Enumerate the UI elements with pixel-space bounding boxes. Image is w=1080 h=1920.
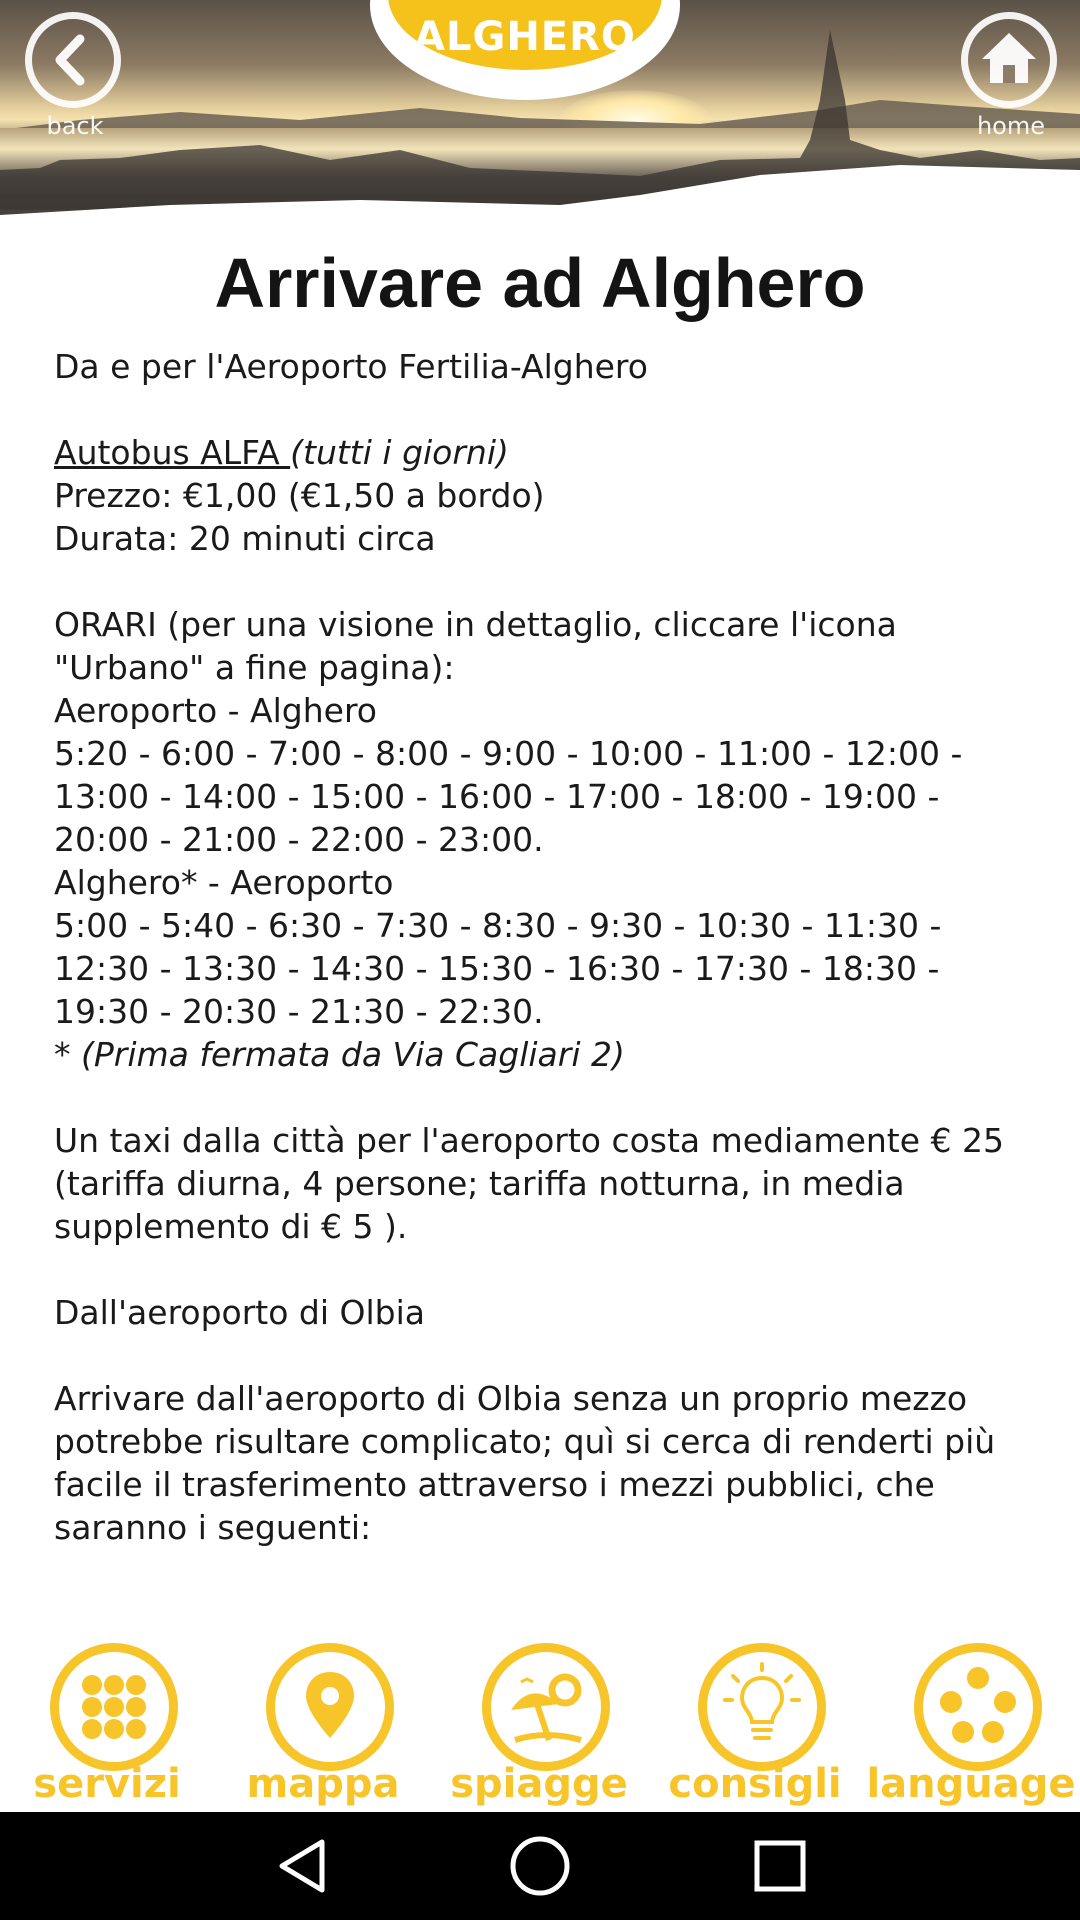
map-pin-icon (275, 1652, 385, 1762)
logo-text: ALGHERO (414, 14, 636, 60)
lightbulb-icon (707, 1652, 817, 1762)
android-nav-bar (0, 1812, 1080, 1920)
nav-label: servizi (33, 1761, 181, 1807)
home-label: home (976, 112, 1046, 140)
nav-label: mappa (246, 1761, 400, 1807)
bus-line (54, 431, 1044, 474)
beach-umbrella-icon (491, 1652, 601, 1762)
olbia-heading: Dall'aeroporto di Olbia (54, 1293, 426, 1332)
nav-servizi[interactable] (12, 1635, 202, 1812)
airport-heading: Da e per l'Aeroporto Fertilia-Alghero (54, 347, 648, 386)
first-stop-text: (Prima fermata da Via Cagliari 2) (81, 1035, 625, 1074)
article-body (54, 345, 1044, 1549)
nav-mappa[interactable] (228, 1635, 418, 1812)
grid-dots-icon (59, 1652, 169, 1762)
bus-schedule: ORARI (per una visione in dettaglio, cliccare l'icona "Urbano" a fine pagina): Aeroporto - Alghero 5:20 - 6:00 - 7:00 - 8:00 - 9:00 - 10:00 - 11:00 - 12:00 - 13:00 - 14:00 - 15:00 - 16:00 - 17:00 - 18:00 - 19:00 - 20:00 - 21:00 - 22:00 - 23:00. Alghero* - Aeroporto 5:00 - 5:40 - 6:30 - 7:30 - 8:30 - 9:30 - 10:30 - 11:30 - 12:30 - 13:30 - 14:30 - 15:30 - 16:30 - 17:30 - 18:30 - 19:30 - 20:30 - 21:30 - 22:30. (54, 605, 963, 1031)
nav-label: spiagge (450, 1761, 628, 1807)
nav-language[interactable] (866, 1635, 1076, 1812)
first-stop-note (54, 1033, 1044, 1076)
nav-label: consigli (668, 1761, 842, 1807)
nav-spiagge[interactable] (444, 1635, 634, 1812)
chevron-left-icon (32, 19, 114, 101)
bus-days: (tutti i giorni) (290, 433, 509, 472)
bottom-nav (0, 1635, 1080, 1812)
nav-consigli[interactable] (660, 1635, 850, 1812)
olbia-info: Arrivare dall'aeroporto di Olbia senza un proprio mezzo potrebbe risultare complicato; quì si cerca di renderti più facile il trasferimento attraverso i mezzi pubblici, che saranno i seguenti: (54, 1379, 996, 1547)
nav-label: language (866, 1761, 1076, 1807)
header-banner (0, 0, 1080, 230)
home-circle-icon[interactable] (508, 1834, 572, 1898)
back-label: back (46, 112, 104, 140)
bus-price-duration: Prezzo: €1,00 (€1,50 a bordo) Durata: 20 minuti circa (54, 476, 545, 558)
page-title: Arrivare ad Alghero (214, 244, 866, 322)
recents-square-icon[interactable] (748, 1834, 812, 1898)
bus-name: Autobus ALFA (54, 433, 291, 472)
language-icon (923, 1652, 1033, 1762)
home-icon (968, 19, 1050, 101)
first-stop-star: * (54, 1035, 81, 1074)
back-triangle-icon[interactable] (270, 1834, 334, 1898)
taxi-info: Un taxi dalla città per l'aeroporto costa mediamente € 25 (tariffa diurna, 4 persone; tariffa notturna, in media supplemento di € 5 ). (54, 1121, 1004, 1246)
home-button[interactable] (951, 8, 1071, 143)
back-button[interactable] (15, 8, 135, 143)
